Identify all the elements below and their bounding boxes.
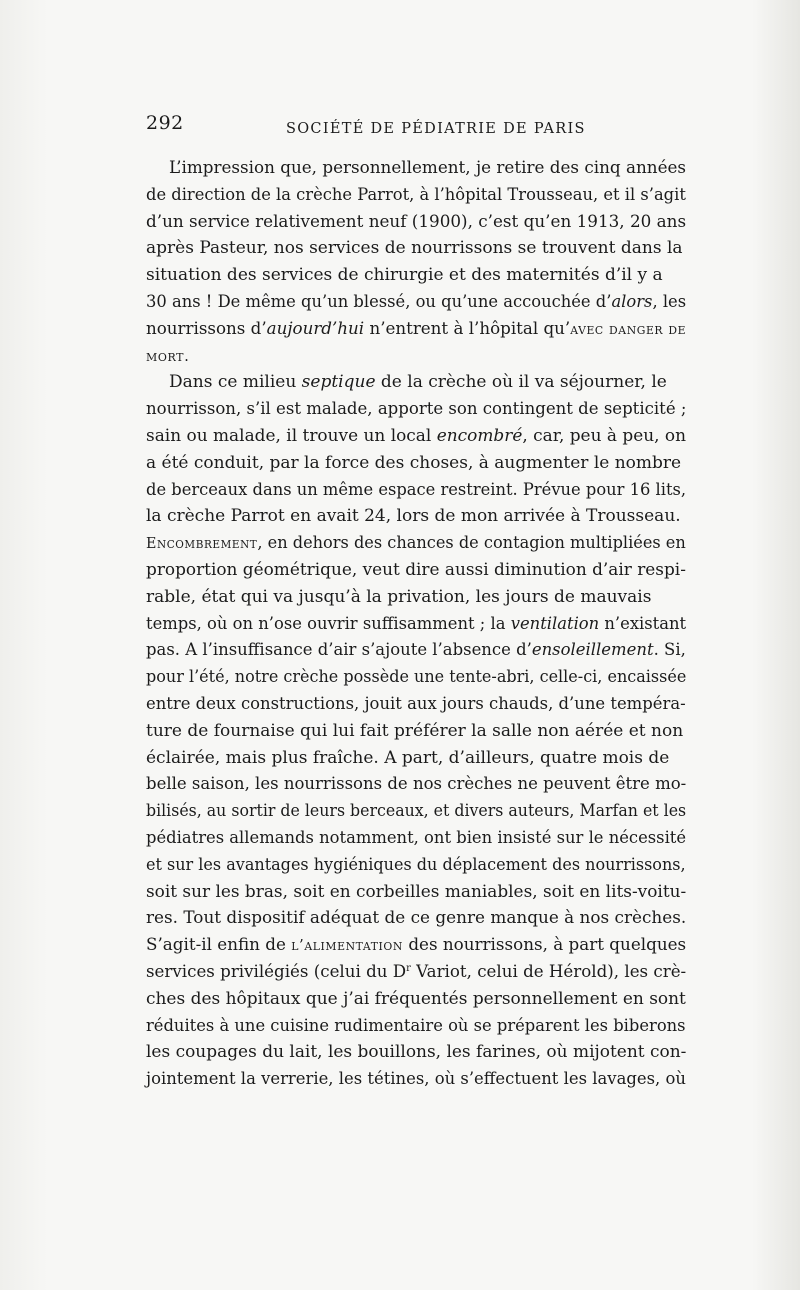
text-line: nourrissons d’aujourd’hui n’entrent à l’hôpital qu’avec danger de — [146, 318, 687, 339]
text-line: Encombrement, en dehors des chances de contagion multipliées en — [146, 533, 686, 554]
text-line: ture de fournaise qui lui fait préférer la salle non aérée et non — [146, 720, 684, 741]
text-line: res. Tout dispositif adéquat de ce genre manque à nos crèches. — [146, 908, 687, 929]
text-line: réduites à une cuisine rudimentaire où se préparent les biberons — [146, 1015, 686, 1036]
italic-word: ventilation — [510, 613, 600, 634]
page-header — [146, 112, 686, 144]
text-line: pas. A l’insuffisance d’air s’ajoute l’absence d’ensoleillement. Si, — [146, 640, 686, 661]
text-line: d’un service relativement neuf (1900), c’est qu’en 1913, 20 ans — [146, 211, 687, 232]
text-line: de direction de la crèche Parrot, à l’hôpital Trousseau, et il s’agit — [146, 184, 686, 205]
text-line: soit sur les bras, soit en corbeilles maniables, soit en lits-voitu- — [146, 881, 687, 902]
italic-word: septique — [301, 372, 376, 393]
italic-word: aujourd’hui — [266, 318, 365, 339]
text-line: après Pasteur, nos services de nourrissons se trouvent dans la — [146, 238, 683, 259]
text-line: temps, où on n’ose ouvrir suffisamment ; la ventilation n’existant — [146, 613, 687, 634]
text-line: et sur les avantages hygiéniques du déplacement des nourrissons, — [146, 854, 686, 875]
text-line: entre deux constructions, jouit aux jours chauds, d’une tempéra- — [146, 693, 686, 714]
italic-word: ensoleillement — [531, 640, 654, 661]
text-line: éclairée, mais plus fraîche. A part, d’ailleurs, quatre mois de — [146, 747, 670, 768]
italic-word: alors — [611, 291, 653, 312]
text-line: ches des hôpitaux que j’ai fréquentés personnellement en sont — [146, 988, 686, 1009]
small-caps-word: Encombrement — [146, 534, 258, 553]
text-line: proportion géométrique, veut dire aussi diminution d’air respi- — [146, 559, 686, 580]
text-line: a été conduit, par la force des choses, à augmenter le nombre — [146, 452, 682, 473]
small-caps-word: l’alimentation — [291, 936, 403, 955]
text-line: services privilégiés (celui du $D^r$ Variot, celui de Hérold), les crè- — [146, 961, 687, 982]
text-line: mort. — [146, 346, 190, 365]
text-line: Dans ce milieu septique de la crèche où il va séjourner, le — [169, 372, 667, 393]
page-number: 292 — [146, 112, 184, 134]
text-line: la crèche Parrot en avait 24, lors de mon arrivée à Trousseau. — [146, 506, 681, 527]
text-line: bilisés, au sortir de leurs berceaux, et divers auteurs, Marfan et les — [146, 801, 687, 822]
text-line: S’agit-il enfin de l’alimentation des nourrissons, à part quelques — [146, 935, 687, 956]
body-text — [146, 155, 686, 1093]
text-line: rable, état qui va jusqu’à la privation, les jours de mauvais — [146, 586, 652, 607]
text-line: nourrisson, s’il est malade, apporte son contingent de septicité ; — [146, 399, 687, 420]
superscript: r — [406, 962, 411, 974]
text-line: belle saison, les nourrissons de nos crèches ne peuvent être mo- — [146, 774, 687, 795]
small-caps-phrase: avec danger de — [570, 319, 687, 338]
text-line: L’impression que, personnellement, je retire des cinq années — [169, 158, 687, 178]
running-head: SOCIÉTÉ DE PÉDIATRIE DE PARIS — [286, 121, 586, 137]
text-line: jointement la verrerie, les tétines, où s’effectuent les lavages, où — [146, 1069, 686, 1090]
text-line: de berceaux dans un même espace restreint. Prévue pour 16 lits, — [146, 479, 687, 500]
text-line: pour l’été, notre crèche possède une tente-abri, celle-ci, encaissée — [146, 667, 687, 688]
text-line: situation des services de chirurgie et des maternités d’il y a — [146, 265, 663, 286]
text-line: sain ou malade, il trouve un local encombré, car, peu à peu, on — [146, 425, 686, 446]
text-line: les coupages du lait, les bouillons, les farines, où mijotent con- — [146, 1042, 687, 1063]
text-line: 30 ans ! De même qu’un blessé, ou qu’une accouchée d’alors, les — [146, 291, 687, 312]
text-line: pédiatres allemands notamment, ont bien insisté sur le nécessité — [146, 827, 687, 848]
italic-word: encombré — [436, 425, 523, 446]
